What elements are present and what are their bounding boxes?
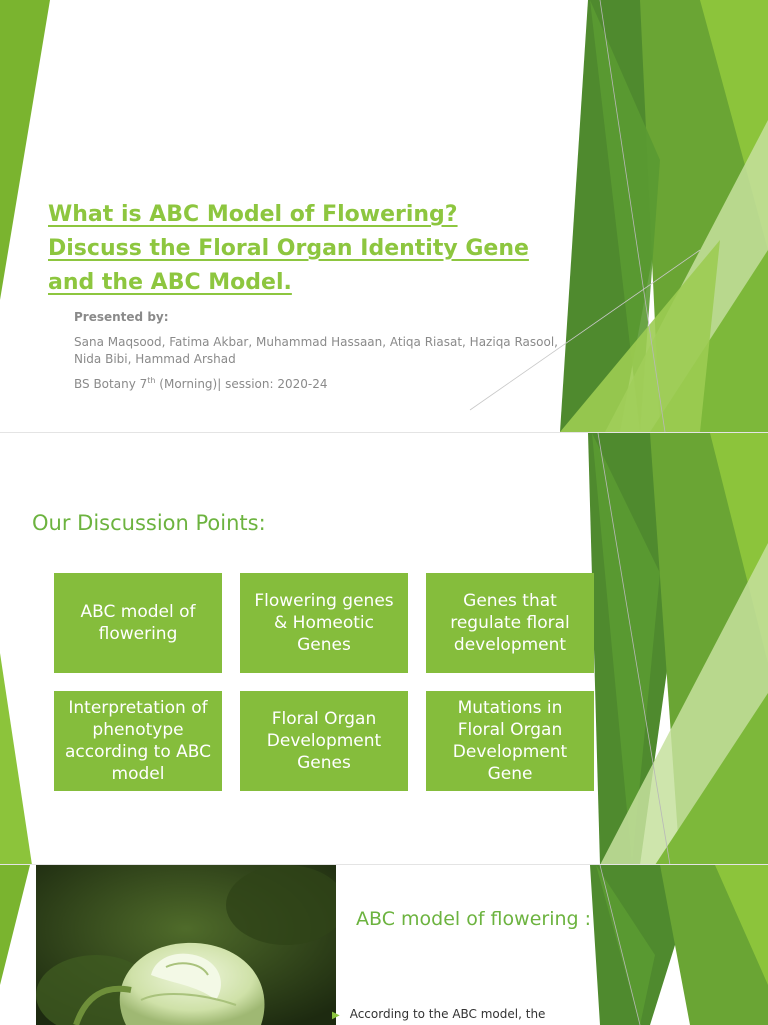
bullet-text: According to the ABC model, the [349, 1007, 546, 1021]
session-superscript: th [147, 376, 156, 385]
discussion-point-box: Mutations in Floral Organ Development Gene [426, 691, 594, 791]
section-title: Our Discussion Points: [32, 511, 266, 535]
discussion-point-box: Floral Organ Development Genes [240, 691, 408, 791]
session-prefix: BS Botany 7 [74, 377, 148, 391]
session-info [74, 376, 328, 391]
session-suffix: (Morning)| session: 2020-24 [155, 377, 328, 391]
bullet-arrow-icon: ▶ [332, 1010, 340, 1021]
presentation-title [48, 198, 568, 300]
author-list: Sana Maqsood, Fatima Akbar, Muhammad Hassaan, Atiqa Riasat, Haziqa Rasool, Nida Bibi, Hammad Arshad [74, 335, 558, 366]
presented-by-label: Presented by: [74, 310, 169, 324]
abc-model-slide [0, 864, 768, 1025]
title-line: Discuss the Floral Organ Identity Gene [48, 236, 529, 261]
rose-photo [36, 865, 336, 1025]
discussion-point-box: Genes that regulate floral development [426, 573, 594, 673]
discussion-slide [0, 432, 768, 865]
bullet-point [332, 1007, 545, 1021]
title-slide [0, 0, 768, 432]
title-line: What is ABC Model of Flowering? [48, 202, 458, 227]
discussion-point-box: ABC model of flowering [54, 573, 222, 673]
title-line: and the ABC Model. [48, 270, 292, 295]
slide-title: ABC model of flowering : [356, 908, 592, 930]
discussion-point-box: Flowering genes & Homeotic Genes [240, 573, 408, 673]
discussion-point-box: Interpretation of phenotype according to ABC model [54, 691, 222, 791]
